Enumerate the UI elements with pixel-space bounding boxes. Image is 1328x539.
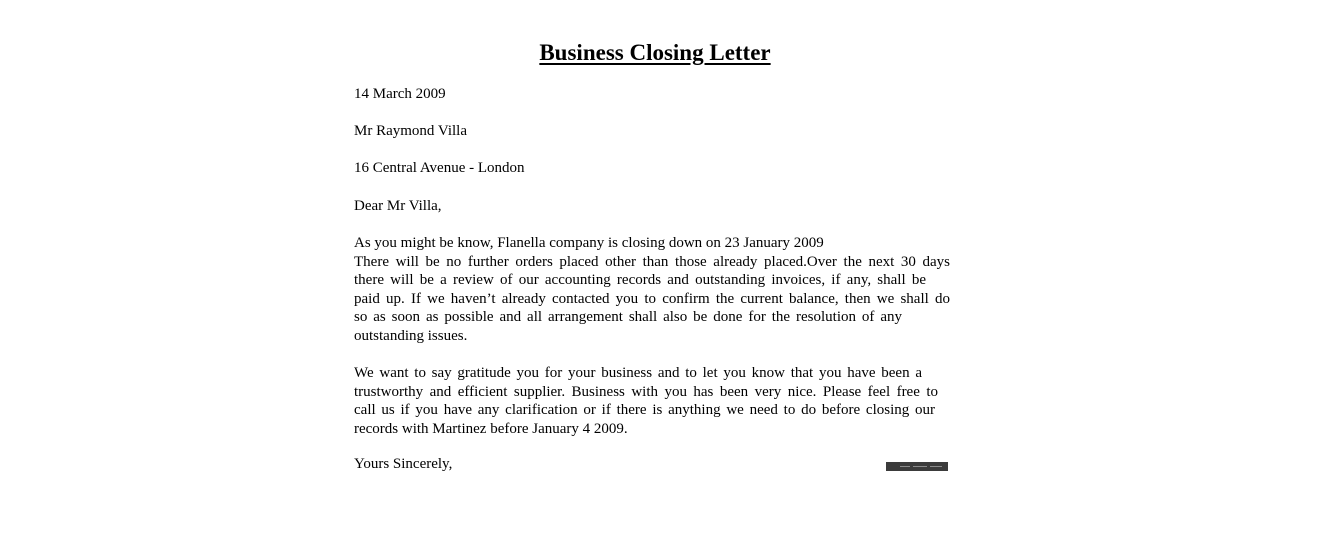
signature-stamp [886, 462, 948, 471]
paragraph-line: so as soon as possible and all arrangement shall also be done for the resolution of any [354, 309, 902, 325]
body-paragraph-1 [354, 234, 950, 345]
salutation: Dear Mr Villa, [354, 198, 442, 214]
paragraph-line: there will be a review of our accounting records and outstanding invoices, if any, shall be [354, 272, 926, 288]
letter-date: 14 March 2009 [354, 86, 446, 102]
paragraph-line: records with Martinez before January 4 2009. [354, 420, 628, 437]
paragraph-line: outstanding issues. [354, 327, 468, 344]
recipient-name: Mr Raymond Villa [354, 123, 467, 139]
recipient-address: 16 Central Avenue - London [354, 160, 525, 176]
paragraph-line: There will be no further orders placed other than those already placed.Over the next 30 days [354, 253, 950, 270]
paragraph-line: call us if you have any clarification or if there is anything we need to do before closing our [354, 402, 935, 418]
paragraph-line: paid up. If we haven’t already contacted you to confirm the current balance, then we shall do [354, 290, 950, 307]
letter-title-text: Business Closing Letter [539, 40, 771, 65]
body-paragraph-2 [354, 364, 950, 438]
letter-title [0, 38, 1310, 68]
closing-line: Yours Sincerely, [354, 456, 453, 472]
paragraph-line: As you might be know, Flanella company is closing down on 23 January 2009 [354, 235, 824, 251]
paragraph-line: trustworthy and efficient supplier. Business with you has been very nice. Please feel free to [354, 383, 938, 400]
paragraph-line: We want to say gratitude you for your business and to let you know that you have been a [354, 365, 922, 381]
